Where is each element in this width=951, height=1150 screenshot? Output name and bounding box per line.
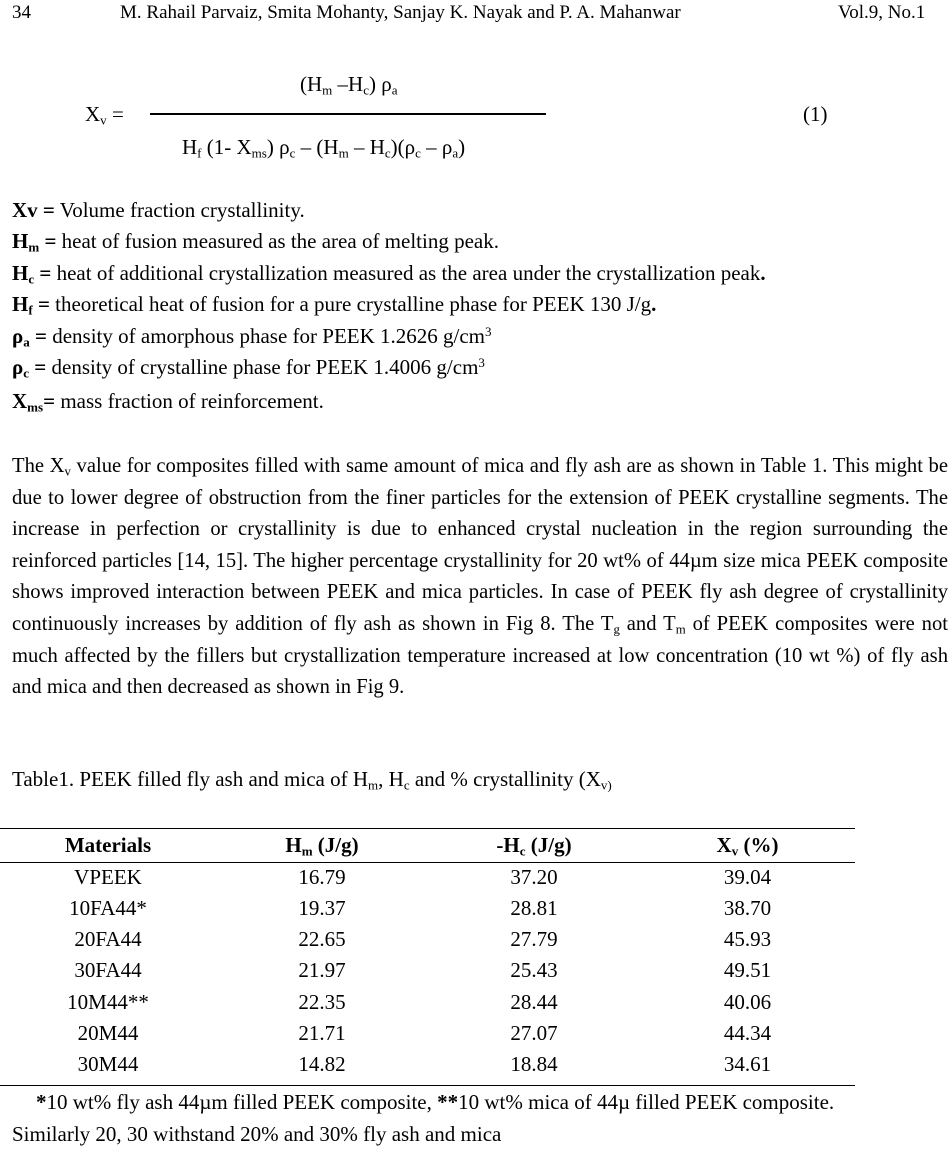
table-cell: 39.04 <box>723 865 772 889</box>
table-cell: VPEEK <box>74 865 142 889</box>
definition-xv: Xv = Volume fraction crystallinity. <box>12 198 305 222</box>
table-row <box>0 990 855 1020</box>
table-row <box>0 927 855 957</box>
running-header-authors: M. Rahail Parvaiz, Smita Mohanty, Sanjay K. Nayak and P. A. Mahanwar <box>120 2 681 23</box>
equation-number: (1) <box>803 102 828 126</box>
fraction-bar <box>150 113 546 115</box>
table-cell: 22.35 <box>298 990 346 1014</box>
table-row <box>0 958 855 988</box>
definition-hm: $H_m$ = heat of fusion measured as the area of melting peak. <box>12 229 499 255</box>
table-row <box>0 1021 855 1051</box>
table-cell: 10FA44* <box>69 896 147 920</box>
table-cell: 34.61 <box>723 1052 772 1076</box>
table-cell: 30FA44 <box>74 958 142 982</box>
definition-hf: $H_f$ = theoretical heat of fusion for a pure crystalline phase for PEEK 130 J/g. <box>12 292 657 318</box>
header-xv: $X_v$ (%) <box>716 833 779 859</box>
equation-lhs: $X_v$ = <box>85 102 124 128</box>
definition-xms: $X_{ms}=$ mass fraction of reinforcement. <box>12 389 324 415</box>
table-header-row <box>0 833 855 861</box>
table-cell: 19.37 <box>298 896 346 920</box>
table-cell: 22.65 <box>298 927 346 951</box>
header-hc: $-H_c$ (J/g) <box>496 833 572 859</box>
table-cell: 27.07 <box>510 1021 558 1045</box>
table-cell: 14.82 <box>298 1052 346 1076</box>
table-cell: 38.70 <box>723 896 772 920</box>
page-number: 34 <box>12 2 31 23</box>
table-cell: 40.06 <box>723 990 772 1014</box>
definition-rho-a: $\rho_a$ = density of amorphous phase for PEEK 1.2626 $g/cm^3$ <box>12 323 492 350</box>
table-cell: 37.20 <box>510 865 558 889</box>
table-header-rule <box>0 862 855 863</box>
table-footnote: *10 wt% fly ash 44µm filled PEEK composite, **10 wt% mica of 44µ filled PEEK composite. Similarly 20, 30 withstand 20% and 30% fly ash and mica <box>12 1090 835 1146</box>
definition-hc: $H_c$ = heat of additional crystallization measured as the area under the crystallization peak. <box>12 261 766 287</box>
equation-numerator: ($H_m$ $-H_c$) $\rho_a$ <box>300 72 398 98</box>
table-cell: 45.93 <box>723 927 772 951</box>
table-cell: 10M44** <box>67 990 149 1014</box>
table-cell: 30M44 <box>77 1052 139 1076</box>
table-cell: 28.81 <box>510 896 558 920</box>
table-cell: 20M44 <box>77 1021 139 1045</box>
table-cell: 21.71 <box>298 1021 346 1045</box>
header-hm: $H_m$ (J/g) <box>285 833 359 859</box>
table-top-rule <box>0 828 855 829</box>
table-row <box>0 1052 855 1082</box>
table-cell: 44.34 <box>723 1021 772 1045</box>
table-cell: 27.79 <box>510 927 558 951</box>
table-cell: 25.43 <box>510 958 558 982</box>
equation-denominator: $H_f$ (1- $X_{ms}$) $\rho_c - (H_m - H_c)(\rho_c - \rho_a)$ <box>182 135 466 161</box>
table-cell: 18.84 <box>510 1052 558 1076</box>
header-materials: Materials <box>64 833 152 857</box>
table-cell: 28.44 <box>510 990 558 1014</box>
table-cell: 21.97 <box>298 958 346 982</box>
body-paragraph: The $X_v$ value for composites filled with same amount of mica and fly ash are as shown in Table 1. This might be due to lower degree of obstruction from the finer particles for the extension of PEEK crystalline segments. The increase in perfection or crystallinity is due to enhanced crystal nucleation in the region surrounding the reinforced particles [14, 15]. The higher percentage crystallinity for 20 wt% of 44µm size mica PEEK composite shows improved interaction between PEEK and mica particles. In case of PEEK fly ash degree of crystallinity continuously increases by addition of fly ash as shown in Fig 8. The $T_g$ and $T_m$ of PEEK composites were not much affected by the fillers but crystallization temperature increased at low concentration (10 wt %) of fly ash and mica and then decreased as shown in Fig 9. <box>12 455 948 699</box>
table-row <box>0 865 855 895</box>
table-cell: 20FA44 <box>74 927 142 951</box>
running-header-volume: Vol.9, No.1 <box>838 2 926 23</box>
definition-rho-c: $\rho_c$ = density of crystalline phase for PEEK 1.4006 $g/cm^3$ <box>12 354 485 381</box>
data-table <box>0 828 855 1088</box>
table-cell: 49.51 <box>723 958 772 982</box>
table-caption: Table1. PEEK filled fly ash and mica of $H_m$, $H_c$ and % crystallinity ($X_{v)}$ <box>12 767 612 793</box>
table-row <box>0 896 855 926</box>
table-cell: 16.79 <box>298 865 346 889</box>
